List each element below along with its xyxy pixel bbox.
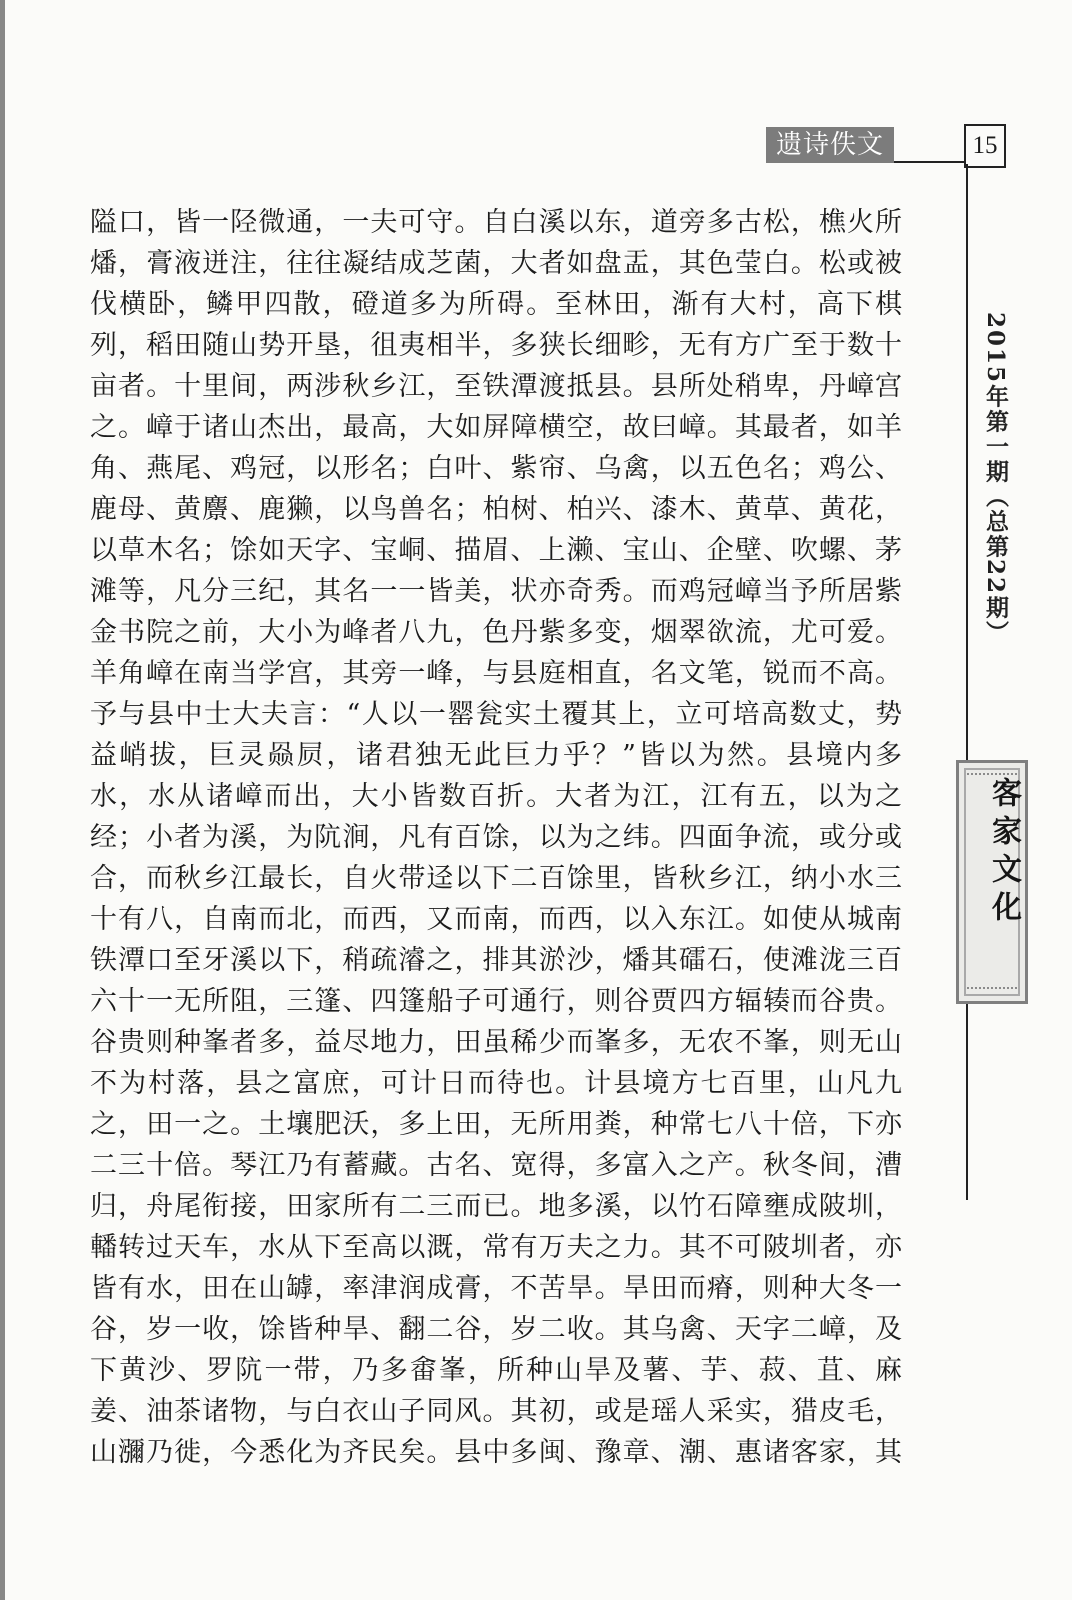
article-body [90, 202, 902, 1473]
text-line: 伐横卧，鳞甲四散，磴道多为所碍。至林田，渐有大村，高下棋 [90, 289, 902, 320]
text-line: 角、燕尾、鸡冠，以形名；白叶、紫帘、乌禽，以五色名；鸡公、 [90, 453, 902, 484]
text-line: 轓转过天车，水从下至高以溉，常有万夫之力。其不可陂圳者，亦 [90, 1232, 902, 1263]
text-line: 燔，膏液迸注，往往凝结成芝菌，大者如盘盂，其色莹白。松或被 [90, 248, 902, 279]
section-label: 遗诗佚文 [766, 127, 894, 163]
text-line: 隘口，皆一陉微通，一夫可守。自白溪以东，道旁多古松，樵火所 [90, 207, 902, 238]
text-line: 不为村落，县之富庶，可计日而待也。计县境方七百里，山凡九 [90, 1068, 902, 1099]
text-line: 经；小者为溪，为阬涧，凡有百馀，以为之纬。四面争流，或分或 [90, 822, 902, 853]
text-line: 铁潭口至牙溪以下，稍疏濬之，排其淤沙，燔其礌石，使滩泷三百 [90, 945, 902, 976]
text-line: 水，水从诸嶂而出，大小皆数百折。大者为江，江有五，以为之 [90, 781, 902, 812]
text-line: 之，田一之。土壤肥沃，多上田，无所用粪，种常七八十倍，下亦 [90, 1109, 902, 1140]
side-rule [966, 164, 968, 1200]
text-line: 予与县中士大夫言：“人以一罂瓮实土覆其上，立可培高数丈，势 [90, 699, 902, 730]
seal-ornament-bottom [967, 987, 1017, 995]
text-line: 姜、油茶诸物，与白衣山子同风。其初，或是瑶人采实，猎皮毛， [90, 1396, 902, 1427]
text-line: 合，而秋乡江最长，自火带迳以下二百馀里，皆秋乡江，纳小水三 [90, 863, 902, 894]
text-line: 以草木名；馀如天字、宝峒、描眉、上濑、宝山、企壁、吹螺、茅 [90, 535, 902, 566]
text-line: 谷，岁一收，馀皆种旱、翻二谷，岁二收。其乌禽、天字二嶂，及 [90, 1314, 902, 1345]
text-line: 鹿母、黄麖、鹿獭，以鸟兽名；柏树、柏兴、漆木、黄草、黄花， [90, 494, 902, 525]
header-rule [894, 161, 964, 163]
text-line: 皆有水，田在山罅，率津润成膏，不苦旱。旱田而瘠，则种大冬一 [90, 1273, 902, 1304]
text-line: 二三十倍。琴江乃有蓄藏。古名、宽得，多富入之产。秋冬间，漕 [90, 1150, 902, 1181]
page-binding-edge [0, 0, 5, 1600]
text-line: 亩者。十里间，两涉秋乡江，至铁潭渡抵县。县所处稍卑，丹嶂宫 [90, 371, 902, 402]
issue-label: 2015年第一期（总第22期） [982, 312, 1009, 646]
text-line: 列，稻田随山势开垦，徂夷相半，多狭长细畛，无有方广至于数十 [90, 330, 902, 361]
text-line: 羊角嶂在南当学宫，其旁一峰，与县庭相直，名文笔，锐而不高。 [90, 658, 902, 689]
text-line: 山瀰乃徙，今悉化为齐民矣。县中多闽、豫章、潮、惠诸客家，其 [90, 1437, 902, 1468]
text-line: 六十一无所阻，三篷、四篷船子可通行，则谷贾四方辐辏而谷贵。 [90, 986, 902, 1017]
text-line: 归，舟尾衔接，田家所有二三而已。地多溪，以竹石障壅成陂圳， [90, 1191, 902, 1222]
text-line: 之。嶂于诸山杰出，最高，大如屏障横空，故曰嶂。其最者，如羊 [90, 412, 902, 443]
text-line: 下黄沙、罗阬一带，乃多畬峯，所种山旱及薯、芋、菽、苴、麻 [90, 1355, 902, 1386]
text-line: 十有八，自南而北，而西，又而南，而西，以入东江。如使从城南 [90, 904, 902, 935]
seal-calligraphy: 客家文化 [986, 777, 1021, 929]
text-line: 金书院之前，大小为峰者八九，色丹紫多变，烟翠欲流，尤可爱。 [90, 617, 902, 648]
page-number: 15 [964, 124, 1006, 168]
text-line: 益峭拔，巨灵赑屃，诸君独无此巨力乎？”皆以为然。县境内多 [90, 740, 902, 771]
text-line: 滩等，凡分三纪，其名一一皆美，状亦奇秀。而鸡冠嶂当予所居紫 [90, 576, 902, 607]
text-line: 谷贵则种峯者多，益尽地力，田虽稀少而峯多，无农不峯，则无山 [90, 1027, 902, 1058]
journal-seal-logo [956, 760, 1028, 1004]
